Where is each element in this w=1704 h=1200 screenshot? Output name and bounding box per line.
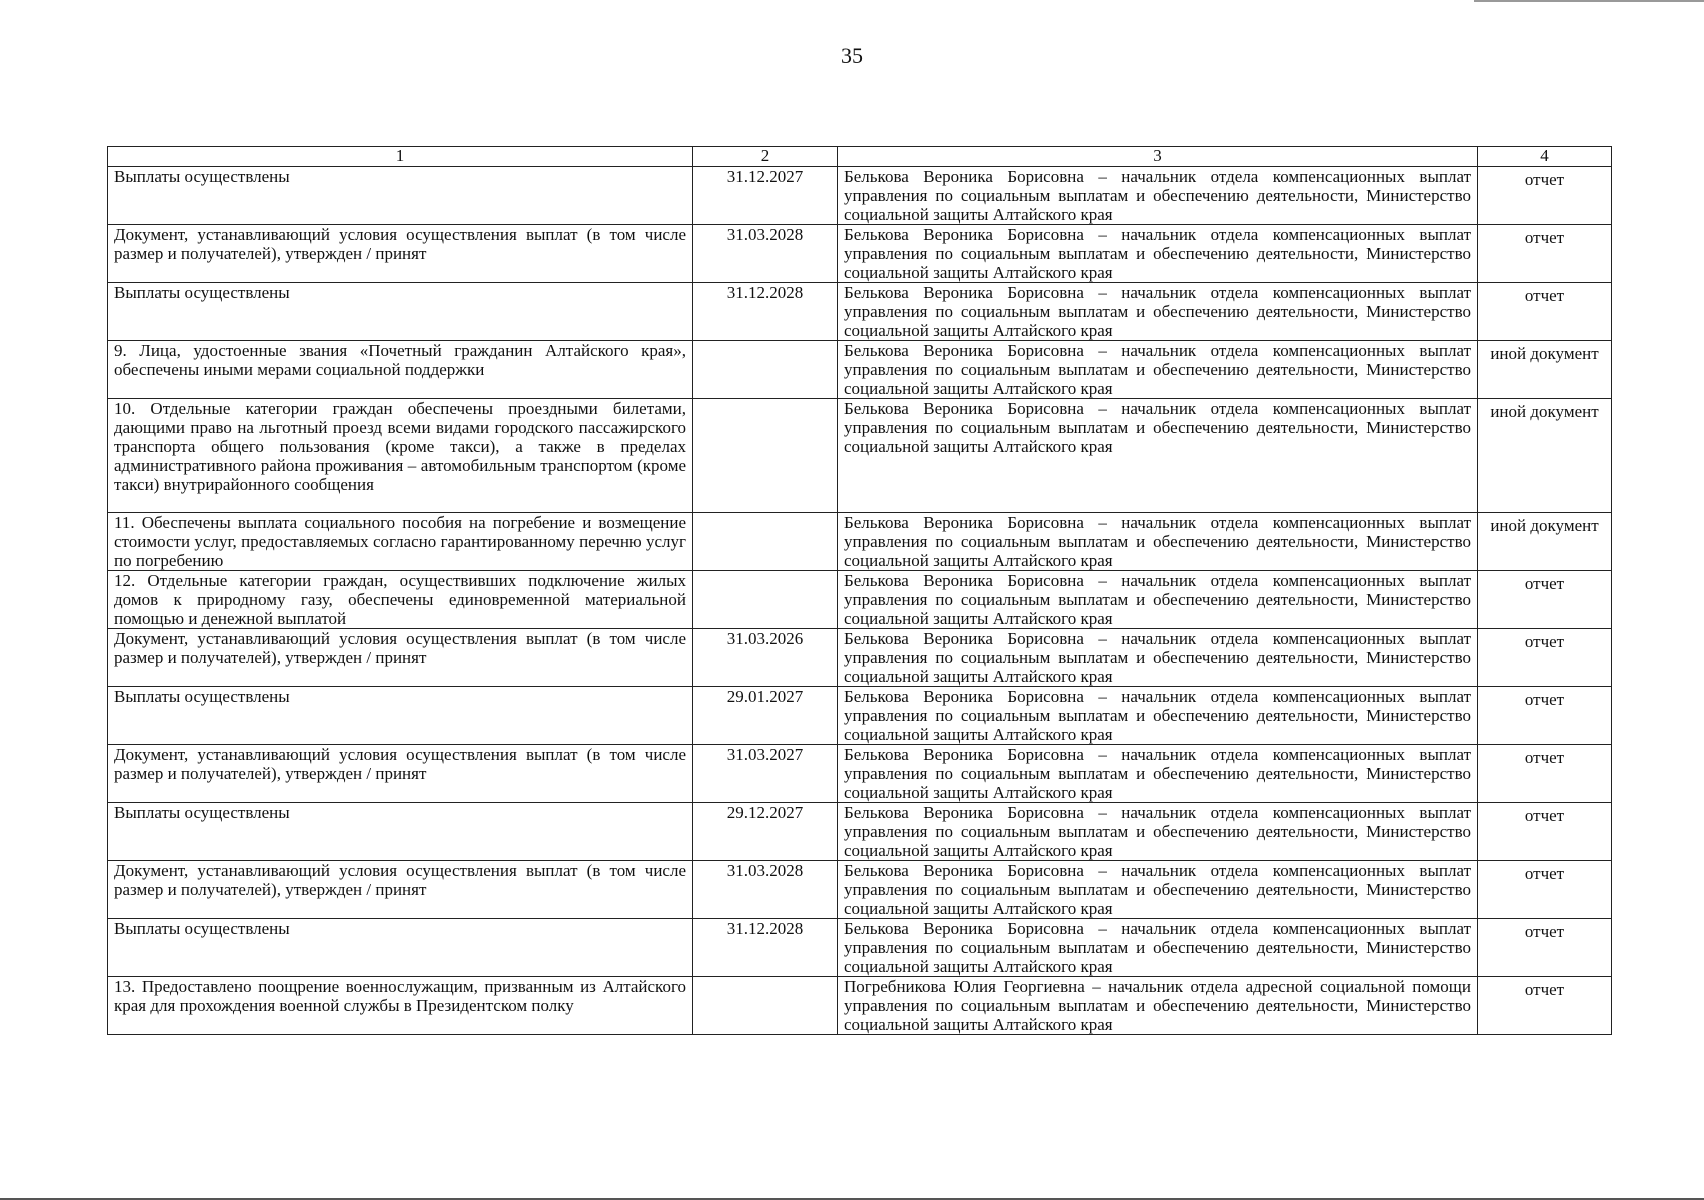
table-row bbox=[108, 571, 1612, 629]
table-header-row bbox=[108, 147, 1612, 167]
event-cell: Выплаты осуществлены bbox=[108, 167, 693, 225]
table-row bbox=[108, 803, 1612, 861]
header-cell-4: 4 bbox=[1478, 147, 1612, 167]
plan-table bbox=[107, 146, 1612, 1035]
event-cell: Выплаты осуществлены bbox=[108, 283, 693, 341]
event-cell: 12. Отдельные категории граждан, осуществивших подключение жилых домов к природному газу, обеспечены единовременной материальной помощью и денежной выплатой bbox=[108, 571, 693, 629]
date-cell bbox=[693, 571, 838, 629]
event-cell: Документ, устанавливающий условия осуществления выплат (в том числе размер и получателей), утвержден / принят bbox=[108, 861, 693, 919]
document-type-cell: отчет bbox=[1478, 571, 1612, 629]
document-type-cell: отчет bbox=[1478, 687, 1612, 745]
table-row bbox=[108, 513, 1612, 571]
date-cell: 31.12.2027 bbox=[693, 167, 838, 225]
event-cell: Выплаты осуществлены bbox=[108, 919, 693, 977]
date-cell bbox=[693, 977, 838, 1035]
date-cell: 31.03.2027 bbox=[693, 745, 838, 803]
responsible-cell: Белькова Вероника Борисовна – начальник отдела компенсационных выплат управления по социальным выплатам и обеспечению деятельности, Министерство социальной защиты Алтайского края bbox=[838, 225, 1478, 283]
table-row bbox=[108, 283, 1612, 341]
date-cell bbox=[693, 399, 838, 513]
document-type-cell: отчет bbox=[1478, 977, 1612, 1035]
responsible-cell: Белькова Вероника Борисовна – начальник отдела компенсационных выплат управления по социальным выплатам и обеспечению деятельности, Министерство социальной защиты Алтайского края bbox=[838, 283, 1478, 341]
date-cell: 29.12.2027 bbox=[693, 803, 838, 861]
event-cell: 10. Отдельные категории граждан обеспечены проездными билетами, дающими право на льготный проезд всеми видами городского пассажирского транспорта общего пользования (кроме такси), а также в пределах административного района проживания – автомобильным транспортом (кроме такси) внутрирайонного сообщения bbox=[108, 399, 693, 513]
header-cell-3: 3 bbox=[838, 147, 1478, 167]
document-type-cell: отчет bbox=[1478, 745, 1612, 803]
responsible-cell: Белькова Вероника Борисовна – начальник отдела компенсационных выплат управления по социальным выплатам и обеспечению деятельности, Министерство социальной защиты Алтайского края bbox=[838, 745, 1478, 803]
table-row bbox=[108, 341, 1612, 399]
responsible-cell: Белькова Вероника Борисовна – начальник отдела компенсационных выплат управления по социальным выплатам и обеспечению деятельности, Министерство социальной защиты Алтайского края bbox=[838, 399, 1478, 513]
document-type-cell: иной документ bbox=[1478, 341, 1612, 399]
responsible-cell: Белькова Вероника Борисовна – начальник отдела компенсационных выплат управления по социальным выплатам и обеспечению деятельности, Министерство социальной защиты Алтайского края bbox=[838, 167, 1478, 225]
responsible-cell: Погребникова Юлия Георгиевна – начальник отдела адресной социальной помощи управления по социальным выплатам и обеспечению деятельности, Министерство социальной защиты Алтайского края bbox=[838, 977, 1478, 1035]
table-row bbox=[108, 225, 1612, 283]
responsible-cell: Белькова Вероника Борисовна – начальник отдела компенсационных выплат управления по социальным выплатам и обеспечению деятельности, Министерство социальной защиты Алтайского края bbox=[838, 629, 1478, 687]
header-cell-2: 2 bbox=[693, 147, 838, 167]
date-cell: 31.12.2028 bbox=[693, 283, 838, 341]
event-cell: Документ, устанавливающий условия осуществления выплат (в том числе размер и получателей), утвержден / принят bbox=[108, 745, 693, 803]
responsible-cell: Белькова Вероника Борисовна – начальник отдела компенсационных выплат управления по социальным выплатам и обеспечению деятельности, Министерство социальной защиты Алтайского края bbox=[838, 571, 1478, 629]
responsible-cell: Белькова Вероника Борисовна – начальник отдела компенсационных выплат управления по социальным выплатам и обеспечению деятельности, Министерство социальной защиты Алтайского края bbox=[838, 919, 1478, 977]
table-row bbox=[108, 629, 1612, 687]
table-row bbox=[108, 919, 1612, 977]
document-type-cell: отчет bbox=[1478, 225, 1612, 283]
table-row bbox=[108, 167, 1612, 225]
table-row bbox=[108, 687, 1612, 745]
responsible-cell: Белькова Вероника Борисовна – начальник отдела компенсационных выплат управления по социальным выплатам и обеспечению деятельности, Министерство социальной защиты Алтайского края bbox=[838, 341, 1478, 399]
event-cell: Выплаты осуществлены bbox=[108, 803, 693, 861]
document-type-cell: иной документ bbox=[1478, 513, 1612, 571]
responsible-cell: Белькова Вероника Борисовна – начальник отдела компенсационных выплат управления по социальным выплатам и обеспечению деятельности, Министерство социальной защиты Алтайского края bbox=[838, 861, 1478, 919]
date-cell bbox=[693, 513, 838, 571]
document-type-cell: отчет bbox=[1478, 629, 1612, 687]
table-row bbox=[108, 399, 1612, 513]
event-cell: Документ, устанавливающий условия осуществления выплат (в том числе размер и получателей), утвержден / принят bbox=[108, 629, 693, 687]
document-type-cell: отчет bbox=[1478, 283, 1612, 341]
event-cell: 13. Предоставлено поощрение военнослужащим, призванным из Алтайского края для прохождения военной службы в Президентском полку bbox=[108, 977, 693, 1035]
event-cell: 11. Обеспечены выплата социального пособия на погребение и возмещение стоимости услуг, предоставляемых согласно гарантированному перечню услуг по погребению bbox=[108, 513, 693, 571]
page-number: 35 bbox=[841, 43, 863, 68]
document-type-cell: отчет bbox=[1478, 919, 1612, 977]
event-cell: Выплаты осуществлены bbox=[108, 687, 693, 745]
date-cell: 31.03.2028 bbox=[693, 861, 838, 919]
table-row bbox=[108, 977, 1612, 1035]
responsible-cell: Белькова Вероника Борисовна – начальник отдела компенсационных выплат управления по социальным выплатам и обеспечению деятельности, Министерство социальной защиты Алтайского края bbox=[838, 513, 1478, 571]
event-cell: Документ, устанавливающий условия осуществления выплат (в том числе размер и получателей), утвержден / принят bbox=[108, 225, 693, 283]
date-cell: 31.12.2028 bbox=[693, 919, 838, 977]
event-cell: 9. Лица, удостоенные звания «Почетный гражданин Алтайского края», обеспечены иными мерами социальной поддержки bbox=[108, 341, 693, 399]
document-type-cell: отчет bbox=[1478, 803, 1612, 861]
date-cell bbox=[693, 341, 838, 399]
date-cell: 29.01.2027 bbox=[693, 687, 838, 745]
document-type-cell: отчет bbox=[1478, 861, 1612, 919]
responsible-cell: Белькова Вероника Борисовна – начальник отдела компенсационных выплат управления по социальным выплатам и обеспечению деятельности, Министерство социальной защиты Алтайского края bbox=[838, 803, 1478, 861]
date-cell: 31.03.2026 bbox=[693, 629, 838, 687]
responsible-cell: Белькова Вероника Борисовна – начальник отдела компенсационных выплат управления по социальным выплатам и обеспечению деятельности, Министерство социальной защиты Алтайского края bbox=[838, 687, 1478, 745]
header-cell-1: 1 bbox=[108, 147, 693, 167]
document-type-cell: иной документ bbox=[1478, 399, 1612, 513]
scan-edge-mark bbox=[1474, 0, 1704, 2]
table-row bbox=[108, 745, 1612, 803]
document-type-cell: отчет bbox=[1478, 167, 1612, 225]
date-cell: 31.03.2028 bbox=[693, 225, 838, 283]
table-row bbox=[108, 861, 1612, 919]
